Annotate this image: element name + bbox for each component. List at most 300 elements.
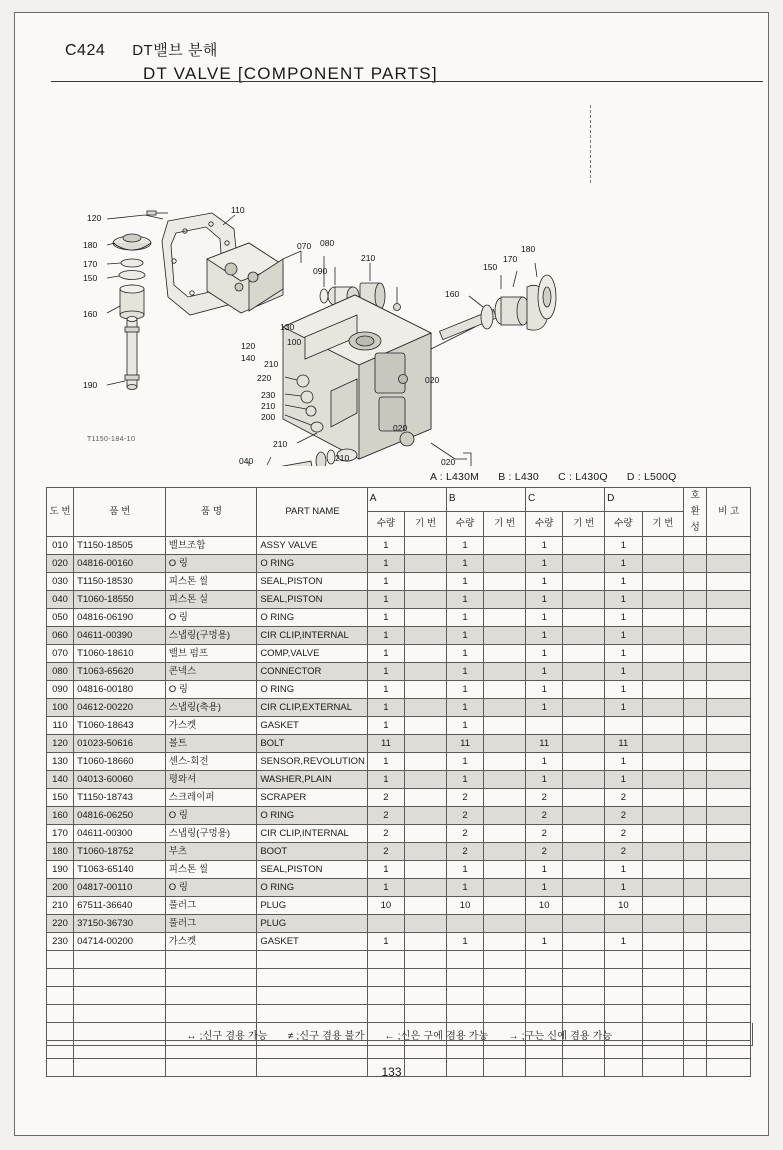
cell-compat [684,735,707,753]
cell-qty-c: 1 [525,663,562,681]
table-row[interactable] [47,915,751,933]
cell-qty-c: 1 [525,537,562,555]
cell-qty-c: 1 [525,573,562,591]
cell-part-no: 04612-00220 [74,699,166,717]
table-row[interactable] [47,555,751,573]
table-row-empty [47,987,751,1005]
cell-ref-d [642,537,684,555]
table-row[interactable] [47,663,751,681]
callout-220: 220 [257,373,272,383]
cell-ref-a [405,915,447,933]
table-row[interactable] [47,897,751,915]
cell-part-no: T1150-18743 [74,789,166,807]
cell-ref-c [563,627,605,645]
cell-ref-a [405,555,447,573]
cell-empty [642,1005,684,1023]
th-ref-d: 기 번 [642,511,684,536]
cell-compat [684,645,707,663]
cell-ref-d [642,771,684,789]
cell-ref-b [484,843,526,861]
cell-part-no: 04817-00110 [74,879,166,897]
callout-020a: 020 [425,375,440,385]
cell-name-kr: 풀러그 [165,897,257,915]
cell-empty [684,951,707,969]
cell-ref-b [484,645,526,663]
cell-ref-c [563,825,605,843]
cell-remark [707,609,751,627]
th-name-en: PART NAME [257,488,367,537]
cell-qty-d: 2 [605,789,642,807]
cell-ref-no: 070 [47,645,74,663]
th-group-c: C [525,488,604,512]
cell-empty [257,987,367,1005]
cell-qty-c: 1 [525,591,562,609]
variant-b: B : L430 [498,471,539,483]
cell-qty-d: 1 [605,555,642,573]
cell-qty-c: 1 [525,933,562,951]
cell-ref-a [405,789,447,807]
cell-empty [367,951,404,969]
cell-remark [707,933,751,951]
callout-160b: 160 [445,289,460,299]
callout-080: 080 [320,238,335,248]
cell-remark [707,753,751,771]
figure-caption: T1150-184-10 [87,436,136,443]
cell-qty-d [605,915,642,933]
cell-ref-d [642,627,684,645]
cell-ref-b [484,915,526,933]
cell-qty-b: 1 [446,699,483,717]
cell-qty-d: 1 [605,699,642,717]
callout-180b: 180 [521,244,536,254]
cell-qty-c: 1 [525,753,562,771]
cell-ref-c [563,699,605,717]
cell-qty-a [367,915,404,933]
cell-ref-c [563,537,605,555]
th-qty-a: 수량 [367,511,404,536]
cell-compat [684,825,707,843]
cell-ref-b [484,699,526,717]
cell-ref-d [642,789,684,807]
page-number: 133 [381,1065,402,1079]
cell-empty [165,951,257,969]
cell-qty-a: 1 [367,771,404,789]
cell-empty [707,1005,751,1023]
cell-empty [484,951,526,969]
legend-item-0: ↔ ;신구 겸용 가능 [186,1030,268,1042]
cell-empty [165,1005,257,1023]
th-group-b: B [446,488,525,512]
callout-190: 190 [83,380,98,390]
cell-qty-b: 1 [446,573,483,591]
cell-ref-a [405,825,447,843]
cell-compat [684,699,707,717]
callout-180: 180 [83,240,98,250]
cell-remark [707,825,751,843]
cell-ref-c [563,897,605,915]
th-part-no: 품 번 [74,488,166,537]
cell-compat [684,789,707,807]
cell-ref-a [405,753,447,771]
cell-qty-d: 2 [605,825,642,843]
th-group-d: D [605,488,684,512]
th-qty-c: 수량 [525,511,562,536]
cell-empty [684,969,707,987]
variant-legend [430,471,693,483]
th-ref-a: 기 번 [405,511,447,536]
cell-part-no: 04013-60060 [74,771,166,789]
cell-ref-b [484,933,526,951]
cell-qty-b: 2 [446,825,483,843]
cell-name-en: PLUG [257,915,367,933]
cell-compat [684,879,707,897]
cell-qty-b: 1 [446,753,483,771]
cell-name-kr: 볼트 [165,735,257,753]
cell-ref-a [405,573,447,591]
table-row[interactable] [47,771,751,789]
table-row[interactable] [47,861,751,879]
cell-ref-a [405,861,447,879]
cell-name-kr: 밸브 펌프 [165,645,257,663]
figure-separator [590,105,591,183]
cell-qty-a: 1 [367,681,404,699]
cell-qty-d: 1 [605,861,642,879]
cell-empty [405,969,447,987]
callout-120b: 120 [241,341,256,351]
cell-compat [684,609,707,627]
cell-qty-d: 1 [605,753,642,771]
cell-name-en: COMP,VALVE [257,645,367,663]
cell-name-en: ASSY VALVE [257,537,367,555]
th-group-a: A [367,488,446,512]
cell-qty-a: 10 [367,897,404,915]
table-row[interactable] [47,753,751,771]
cell-name-en: O RING [257,681,367,699]
cell-empty [446,1005,483,1023]
cell-ref-c [563,843,605,861]
cell-qty-c: 2 [525,843,562,861]
cell-name-kr: O 링 [165,555,257,573]
cell-remark [707,771,751,789]
cell-empty [525,1005,562,1023]
cell-ref-a [405,879,447,897]
cell-empty [525,969,562,987]
cell-ref-b [484,609,526,627]
cell-qty-a: 1 [367,699,404,717]
cell-part-no: T1063-65140 [74,861,166,879]
table-row[interactable] [47,843,751,861]
cell-empty [563,969,605,987]
cell-ref-a [405,681,447,699]
cell-qty-d: 1 [605,879,642,897]
cell-ref-b [484,897,526,915]
cell-empty [165,969,257,987]
cell-empty [605,987,642,1005]
cell-name-kr: 가스켓 [165,717,257,735]
cell-name-kr: O 링 [165,681,257,699]
cell-ref-d [642,681,684,699]
cell-qty-c [525,717,562,735]
cell-qty-a: 2 [367,807,404,825]
cell-ref-c [563,573,605,591]
cell-empty [563,987,605,1005]
cell-ref-c [563,663,605,681]
cell-compat [684,897,707,915]
cell-name-kr: 피스톤 씰 [165,573,257,591]
cell-qty-b: 2 [446,843,483,861]
table-row[interactable] [47,735,751,753]
cell-name-kr: 피스톤 실 [165,591,257,609]
cell-qty-d: 1 [605,609,642,627]
cell-remark [707,897,751,915]
cell-compat [684,771,707,789]
callout-210e: 210 [335,453,350,463]
cell-ref-no: 050 [47,609,74,627]
cell-ref-c [563,735,605,753]
cell-empty [367,1005,404,1023]
cell-qty-c: 2 [525,807,562,825]
cell-remark [707,627,751,645]
cell-ref-d [642,843,684,861]
cell-name-kr: O 링 [165,609,257,627]
cell-empty [525,987,562,1005]
cell-qty-d [605,717,642,735]
cell-ref-b [484,753,526,771]
cell-ref-d [642,933,684,951]
cell-qty-d: 1 [605,681,642,699]
cell-qty-b: 1 [446,681,483,699]
cell-part-no: T1060-18660 [74,753,166,771]
cell-ref-a [405,717,447,735]
cell-ref-b [484,537,526,555]
cell-empty [605,951,642,969]
table-row[interactable] [47,645,751,663]
cell-qty-a: 1 [367,933,404,951]
table-row[interactable] [47,573,751,591]
cell-qty-a: 1 [367,717,404,735]
cell-ref-no: 200 [47,879,74,897]
cell-compat [684,537,707,555]
callout-090: 090 [313,266,328,276]
cell-name-kr: 부츠 [165,843,257,861]
cell-qty-c: 1 [525,681,562,699]
cell-ref-b [484,825,526,843]
table-row[interactable] [47,681,751,699]
cell-ref-d [642,699,684,717]
cell-qty-d: 1 [605,573,642,591]
cell-ref-d [642,609,684,627]
callout-020c: 020 [441,457,456,466]
cell-empty [367,987,404,1005]
cell-qty-c: 1 [525,861,562,879]
cell-remark [707,879,751,897]
cell-qty-d: 1 [605,933,642,951]
callout-130: 130 [280,322,295,332]
cell-remark [707,807,751,825]
cell-part-no: 67511-36640 [74,897,166,915]
table-row[interactable] [47,537,751,555]
cell-empty [47,1005,74,1023]
cell-name-en: GASKET [257,933,367,951]
cell-part-no: T1060-18610 [74,645,166,663]
table-row[interactable] [47,807,751,825]
cell-qty-a: 11 [367,735,404,753]
cell-empty [367,969,404,987]
cell-ref-c [563,933,605,951]
cell-ref-c [563,915,605,933]
cell-qty-b: 1 [446,627,483,645]
parts-table-body [47,537,751,1077]
cell-qty-c: 1 [525,555,562,573]
cell-part-no: 04714-00200 [74,933,166,951]
cell-ref-b [484,681,526,699]
cell-name-en: SEAL,PISTON [257,573,367,591]
table-row[interactable] [47,717,751,735]
cell-remark [707,789,751,807]
cell-name-en: SEAL,PISTON [257,591,367,609]
cell-part-no: 04816-00160 [74,555,166,573]
th-name-kr: 품 명 [165,488,257,537]
callout-210d: 210 [273,439,288,449]
cell-qty-a: 1 [367,537,404,555]
cell-ref-c [563,771,605,789]
cell-name-en: CIR CLIP,INTERNAL [257,627,367,645]
cell-ref-c [563,789,605,807]
cell-ref-c [563,591,605,609]
cell-compat [684,861,707,879]
cell-empty [707,951,751,969]
cell-part-no: 37150-36730 [74,915,166,933]
cell-qty-d: 1 [605,627,642,645]
table-row[interactable] [47,879,751,897]
cell-empty [684,987,707,1005]
cell-empty [257,969,367,987]
cell-qty-a: 1 [367,591,404,609]
table-row[interactable] [47,591,751,609]
cell-ref-a [405,807,447,825]
cell-ref-d [642,645,684,663]
cell-remark [707,681,751,699]
cell-qty-d: 2 [605,843,642,861]
cell-ref-no: 180 [47,843,74,861]
cell-ref-no: 080 [47,663,74,681]
cell-remark [707,591,751,609]
cell-ref-no: 110 [47,717,74,735]
cell-name-en: CIR CLIP,EXTERNAL [257,699,367,717]
callout-210c: 210 [261,401,276,411]
variant-a: A : L430M [430,471,480,483]
callout-040: 040 [239,456,254,466]
table-row[interactable] [47,627,751,645]
table-row[interactable] [47,933,751,951]
cell-qty-d: 1 [605,771,642,789]
cell-ref-b [484,879,526,897]
cell-empty [257,1005,367,1023]
cell-name-kr: O 링 [165,879,257,897]
cell-empty [642,951,684,969]
cell-qty-b: 2 [446,807,483,825]
cell-ref-b [484,861,526,879]
cell-name-en: BOOT [257,843,367,861]
table-row[interactable] [47,699,751,717]
cell-qty-b: 1 [446,645,483,663]
cell-ref-d [642,663,684,681]
cell-qty-b: 1 [446,537,483,555]
th-ref-c: 기 번 [563,511,605,536]
cell-ref-b [484,807,526,825]
table-row[interactable] [47,825,751,843]
cell-compat [684,627,707,645]
cell-qty-d: 10 [605,897,642,915]
cell-part-no: 04816-00180 [74,681,166,699]
cell-ref-no: 190 [47,861,74,879]
cell-ref-a [405,771,447,789]
cell-qty-b: 1 [446,933,483,951]
callout-100: 100 [287,337,302,347]
cell-ref-no: 210 [47,897,74,915]
section-title-english: DT VALVE [COMPONENT PARTS] [143,64,438,83]
cell-compat [684,555,707,573]
cell-part-no: 04611-00300 [74,825,166,843]
table-row[interactable] [47,789,751,807]
cell-qty-d: 2 [605,807,642,825]
callout-110: 110 [231,205,245,215]
callout-210b: 210 [264,359,279,369]
cell-ref-a [405,645,447,663]
section-title-korean: DT밸브 분해 [132,42,218,59]
cell-qty-b: 1 [446,663,483,681]
cell-part-no: T1060-18643 [74,717,166,735]
cell-ref-d [642,825,684,843]
cell-name-en: CONNECTOR [257,663,367,681]
cell-compat [684,573,707,591]
cell-ref-d [642,915,684,933]
cell-name-kr: 스냅링(축용) [165,699,257,717]
cell-empty [74,987,166,1005]
cell-empty [74,951,166,969]
cell-qty-c: 1 [525,771,562,789]
cell-ref-c [563,807,605,825]
cell-remark [707,735,751,753]
cell-empty [446,987,483,1005]
cell-qty-b: 1 [446,861,483,879]
cell-compat [684,717,707,735]
cell-ref-d [642,717,684,735]
callout-150b: 150 [483,262,498,272]
callout-170: 170 [83,259,98,269]
cell-qty-c: 1 [525,645,562,663]
callout-170b: 170 [503,254,518,264]
cell-ref-b [484,663,526,681]
th-remark: 비 고 [707,488,751,537]
cell-remark [707,663,751,681]
cell-name-en: CIR CLIP,INTERNAL [257,825,367,843]
cell-remark [707,699,751,717]
cell-name-kr: 스냅링(구멍용) [165,627,257,645]
cell-ref-a [405,609,447,627]
header-divider [51,81,763,82]
cell-ref-a [405,627,447,645]
cell-empty [47,951,74,969]
cell-ref-c [563,645,605,663]
cell-qty-a: 1 [367,573,404,591]
cell-name-kr: 풀러그 [165,915,257,933]
cell-empty [74,1005,166,1023]
cell-ref-a [405,843,447,861]
table-row[interactable] [47,609,751,627]
cell-compat [684,915,707,933]
cell-name-kr: 스﻿크레이퍼 [165,789,257,807]
